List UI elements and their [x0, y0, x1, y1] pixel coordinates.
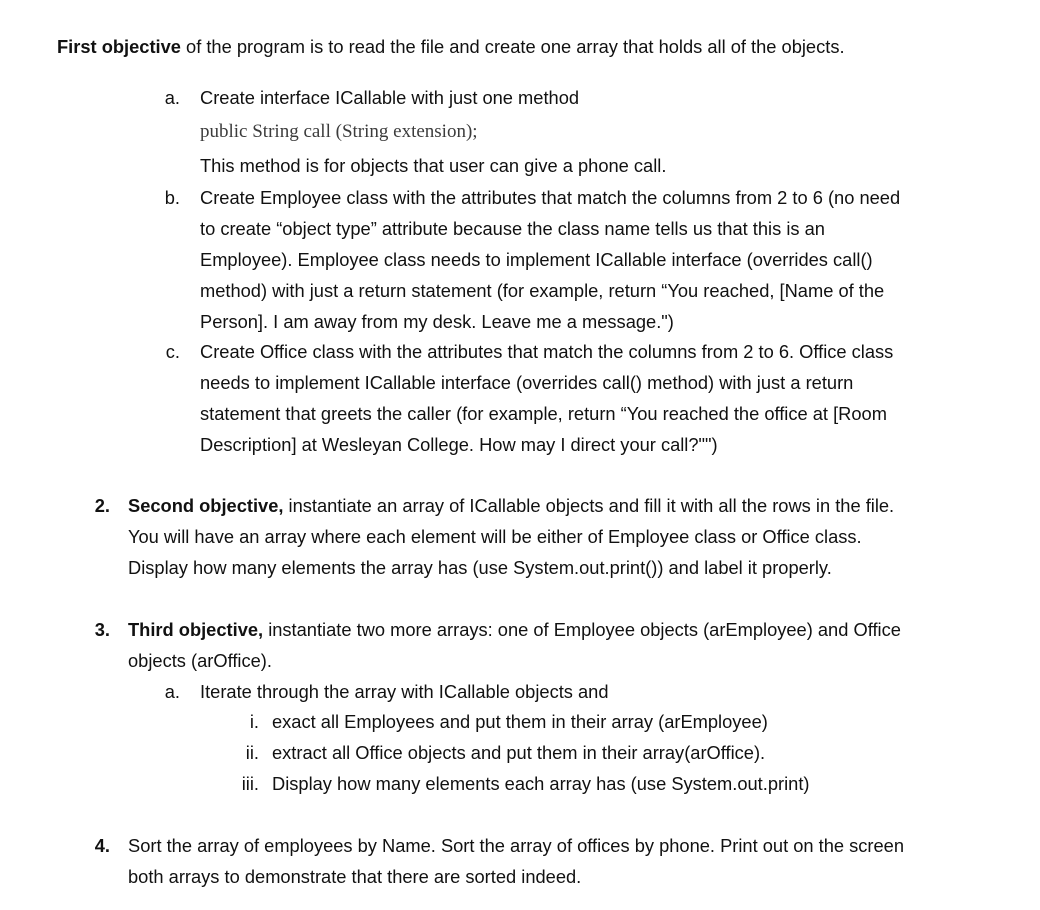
- item-b-line-2: to create “object type” attribute because the class name tells us that this is an: [200, 218, 825, 239]
- objective-4-number: 4.: [94, 835, 110, 856]
- objective-3-number: 3.: [94, 619, 110, 640]
- item-b-line-4: method) with just a return statement (for example, return “You reached, [Name of the: [200, 280, 885, 301]
- roman-i-marker: i.: [249, 711, 259, 732]
- item-a-line-3: This method is for objects that user can give a phone call.: [200, 155, 667, 176]
- item-c-line-1: Create Office class with the attributes that match the columns from 2 to 6. Office class: [200, 341, 894, 362]
- objective-3-lead: Third objective,: [128, 619, 264, 640]
- objective-3-line-2: objects (arOffice).: [128, 650, 272, 671]
- objective-1-heading: [57, 35, 845, 59]
- item-c-line-4: Description] at Wesleyan College. How may I direct your call?""): [200, 434, 718, 455]
- objective-3-sub-text: Iterate through the array with ICallable objects and: [200, 681, 609, 702]
- roman-iii-text: Display how many elements each array has (use System.out.print): [272, 773, 810, 794]
- item-c-line-2: needs to implement ICallable interface (overrides call() method) with just a return: [200, 372, 854, 393]
- objective-2-line-1: [128, 494, 894, 518]
- objective-4-line-1: Sort the array of employees by Name. Sort the array of offices by phone. Print out on the screen: [128, 835, 905, 856]
- item-b-marker: b.: [164, 187, 180, 208]
- roman-ii-text: extract all Office objects and put them in their array(arOffice).: [272, 742, 766, 763]
- objective-3-lead-rest: instantiate two more arrays: one of Employee objects (arEmployee) and Office: [263, 619, 901, 640]
- objective-2-lead-rest: instantiate an array of ICallable objects and fill it with all the rows in the file.: [283, 495, 895, 516]
- roman-i-text: exact all Employees and put them in their array (arEmployee): [272, 711, 768, 732]
- objective-2-line-3: Display how many elements the array has (use System.out.print()) and label it properly.: [128, 557, 832, 578]
- objective-3-line-1: [128, 618, 901, 642]
- roman-iii-marker: iii.: [241, 773, 259, 794]
- objective-1-lead: First objective: [57, 36, 181, 57]
- objective-2-lead: Second objective,: [128, 495, 284, 516]
- item-b-line-3: Employee). Employee class needs to implement ICallable interface (overrides call(): [200, 249, 873, 270]
- item-c-line-3: statement that greets the caller (for example, return “You reached the office at [Room: [200, 403, 887, 424]
- item-a-code-line: public String call (String extension);: [200, 121, 478, 142]
- item-a-line-1: Create interface ICallable with just one method: [200, 87, 580, 108]
- objective-3-sub-marker: a.: [164, 681, 180, 702]
- objective-2-number: 2.: [94, 495, 110, 516]
- objective-4-line-2: both arrays to demonstrate that there are sorted indeed.: [128, 866, 582, 887]
- roman-ii-marker: ii.: [245, 742, 259, 763]
- objective-1-lead-rest: of the program is to read the file and create one array that holds all of the objects.: [180, 36, 845, 57]
- item-c-marker: c.: [165, 341, 180, 362]
- item-b-line-5: Person]. I am away from my desk. Leave me a message."): [200, 311, 674, 332]
- item-a-marker: a.: [164, 87, 180, 108]
- objective-2-line-2: You will have an array where each element will be either of Employee class or Office class.: [128, 526, 862, 547]
- item-b-line-1: Create Employee class with the attributes that match the columns from 2 to 6 (no need: [200, 187, 901, 208]
